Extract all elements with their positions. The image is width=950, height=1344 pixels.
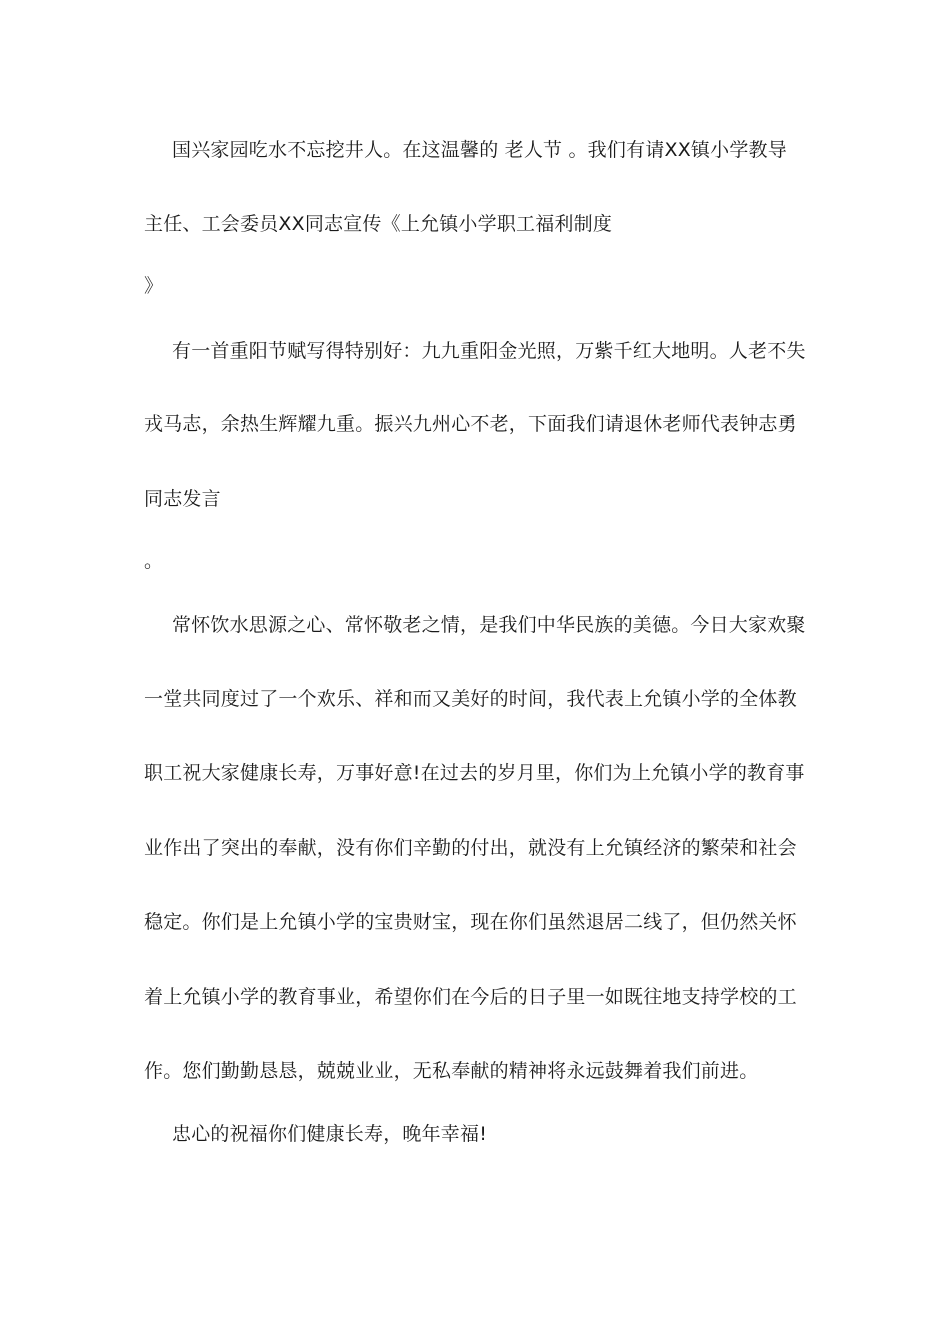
text-line: 作。您们勤勤恳恳，兢兢业业，无私奉献的精神将永远鼓舞着我们前进。 [144, 1060, 759, 1082]
text-line: 着上允镇小学的教育事业，希望你们在今后的日子里一如既往地支持学校的工 [144, 986, 797, 1008]
text-line: 常怀饮水思源之心、常怀敬老之情，是我们中华民族的美德。今日大家欢聚 [172, 614, 806, 636]
text-line: 职工祝大家健康长寿，万事好意!在过去的岁月里，你们为上允镇小学的教育事 [144, 762, 805, 784]
text-line: 。 [144, 550, 164, 572]
text-line: 主任、工会委员ⅩⅩ同志宣传《上允镇小学职工福利制度 [144, 213, 613, 235]
text-line: 忠心的祝福你们健康长寿，晚年幸福! [172, 1123, 488, 1145]
text-line: 同志发言 [144, 488, 221, 510]
text-line: 有一首重阳节赋写得特别好：九九重阳金光照，万紫千红大地明。人老不失 [172, 340, 806, 362]
text-line: 一堂共同度过了一个欢乐、祥和而又美好的时间，我代表上允镇小学的全体教 [144, 688, 797, 710]
text-line: 国兴家园吃水不忘挖井人。在这温馨的 老人节 。我们有请ⅩⅩ镇小学教导 [172, 139, 787, 161]
text-line: 》 [144, 275, 164, 297]
text-line: 稳定。你们是上允镇小学的宝贵财宝，现在你们虽然退居二线了，但仍然关怀 [144, 911, 797, 933]
text-line: 业作出了突出的奉献，没有你们辛勤的付出，就没有上允镇经济的繁荣和社会 [144, 837, 797, 859]
text-line: 戎马志，余热生辉耀九重。振兴九州心不老，下面我们请退休老师代表钟志勇 [144, 413, 797, 435]
